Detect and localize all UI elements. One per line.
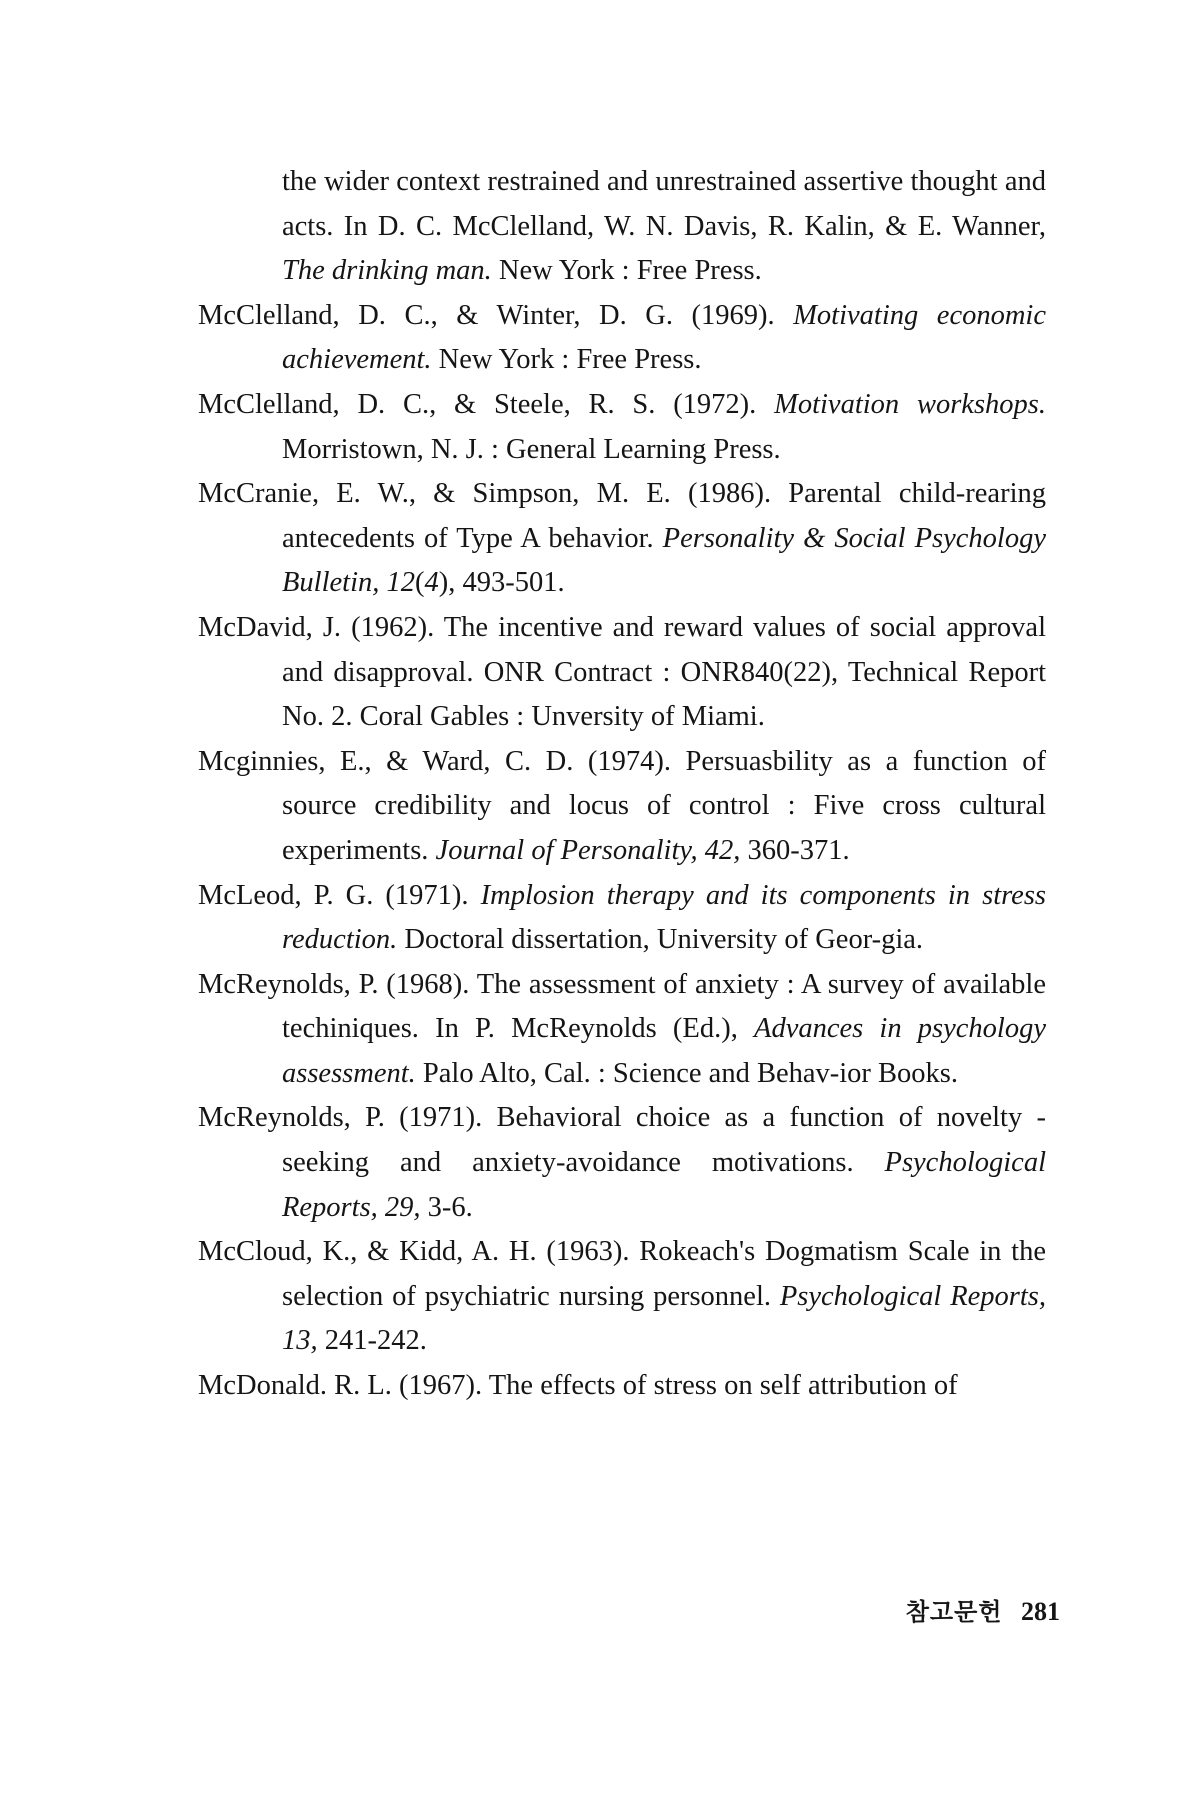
reference-text: McCloud, K., & Kidd, A. H. (1963). Rokeach's Dogmatism Scale in the selection of psychiatric nursing personnel. bbox=[198, 1236, 1046, 1312]
reference-text: McReynolds, P. (1971). Behavioral choice as a function of novelty -seeking and anxiety-avoidance motivations. bbox=[198, 1102, 1046, 1179]
reference-text: New York : Free Press. bbox=[491, 255, 762, 287]
reference-text: the wider context restrained and unrestrained assertive thought and acts. In D. C. McClelland, W. N. Davis, R. Kalin, & E. Wanner, bbox=[282, 166, 1046, 242]
reference-title: Advances in psychology assessment. bbox=[282, 1013, 1047, 1089]
reference-text: McDonald. R. L. (1967). The effects of stress on self attribution of bbox=[198, 1370, 958, 1402]
reference-title: Journal of Personality, 42, bbox=[435, 834, 741, 866]
reference-text: McCranie, E. W., & Simpson, M. E. (1986). Parental child-rearing antecedents of Type A behavior. bbox=[198, 478, 1046, 554]
reference-title: Motivating economic achievement. bbox=[282, 299, 1046, 376]
reference-text: McDavid, J. (1962). The incentive and reward values of social approval and disapproval. ONR Contract : ONR840(22), Technical Report No. 2. Coral Gables : Unversity of Miami. bbox=[198, 611, 1046, 733]
reference-title: 4 bbox=[424, 567, 439, 599]
reference-text: McLeod, P. G. (1971). bbox=[198, 879, 481, 911]
reference-list bbox=[198, 160, 1046, 1409]
reference-text: New York : Free Press. bbox=[431, 344, 702, 376]
reference-entry bbox=[198, 963, 1046, 1097]
page-number: 281 bbox=[1021, 1597, 1060, 1626]
reference-text: 3-6. bbox=[420, 1191, 473, 1223]
reference-title: The drinking man. bbox=[282, 255, 492, 287]
reference-title: Psychological Reports, 29, bbox=[282, 1147, 1046, 1223]
reference-text: Palo Alto, Cal. : Science and Behav-ior Books. bbox=[415, 1057, 959, 1089]
page-footer bbox=[860, 1592, 1060, 1627]
reference-entry bbox=[198, 1230, 1046, 1364]
reference-text: Doctoral dissertation, University of Geor-gia. bbox=[397, 924, 924, 956]
reference-entry bbox=[198, 294, 1046, 383]
reference-text: ( bbox=[414, 567, 425, 599]
reference-entry bbox=[198, 740, 1046, 874]
reference-entry bbox=[198, 1364, 1046, 1409]
reference-entry bbox=[198, 874, 1046, 963]
reference-title: Personality & Social Psychology Bulletin, 12 bbox=[282, 522, 1046, 599]
reference-entry bbox=[198, 472, 1046, 606]
reference-entry bbox=[198, 383, 1046, 472]
reference-title: Motivation workshops. bbox=[774, 388, 1047, 420]
reference-text: 241-242. bbox=[317, 1325, 427, 1357]
section-label: 참고문헌 bbox=[905, 1598, 1003, 1626]
reference-title: Psychological Reports, 13, bbox=[282, 1280, 1046, 1357]
reference-text: Mcginnies, E., & Ward, C. D. (1974). Persuasbility as a function of source credibility and locus of control : Five cross cultural experiments. bbox=[198, 745, 1046, 866]
reference-text: Morristown, N. J. : General Learning Press. bbox=[282, 433, 781, 465]
reference-entry bbox=[198, 160, 1046, 294]
reference-text: McClelland, D. C., & Steele, R. S. (1972). bbox=[198, 388, 775, 420]
reference-text: McReynolds, P. (1968). The assessment of anxiety : A survey of available techiniques. In P. McReynolds (Ed.), bbox=[198, 968, 1046, 1045]
reference-entry bbox=[198, 1096, 1046, 1230]
reference-text: ), 493-501. bbox=[438, 567, 565, 599]
reference-text: McClelland, D. C., & Winter, D. G. (1969). bbox=[198, 299, 794, 331]
reference-entry bbox=[198, 606, 1046, 740]
reference-text: 360-371. bbox=[740, 834, 850, 866]
reference-title: Implosion therapy and its components in stress reduction. bbox=[282, 879, 1047, 956]
